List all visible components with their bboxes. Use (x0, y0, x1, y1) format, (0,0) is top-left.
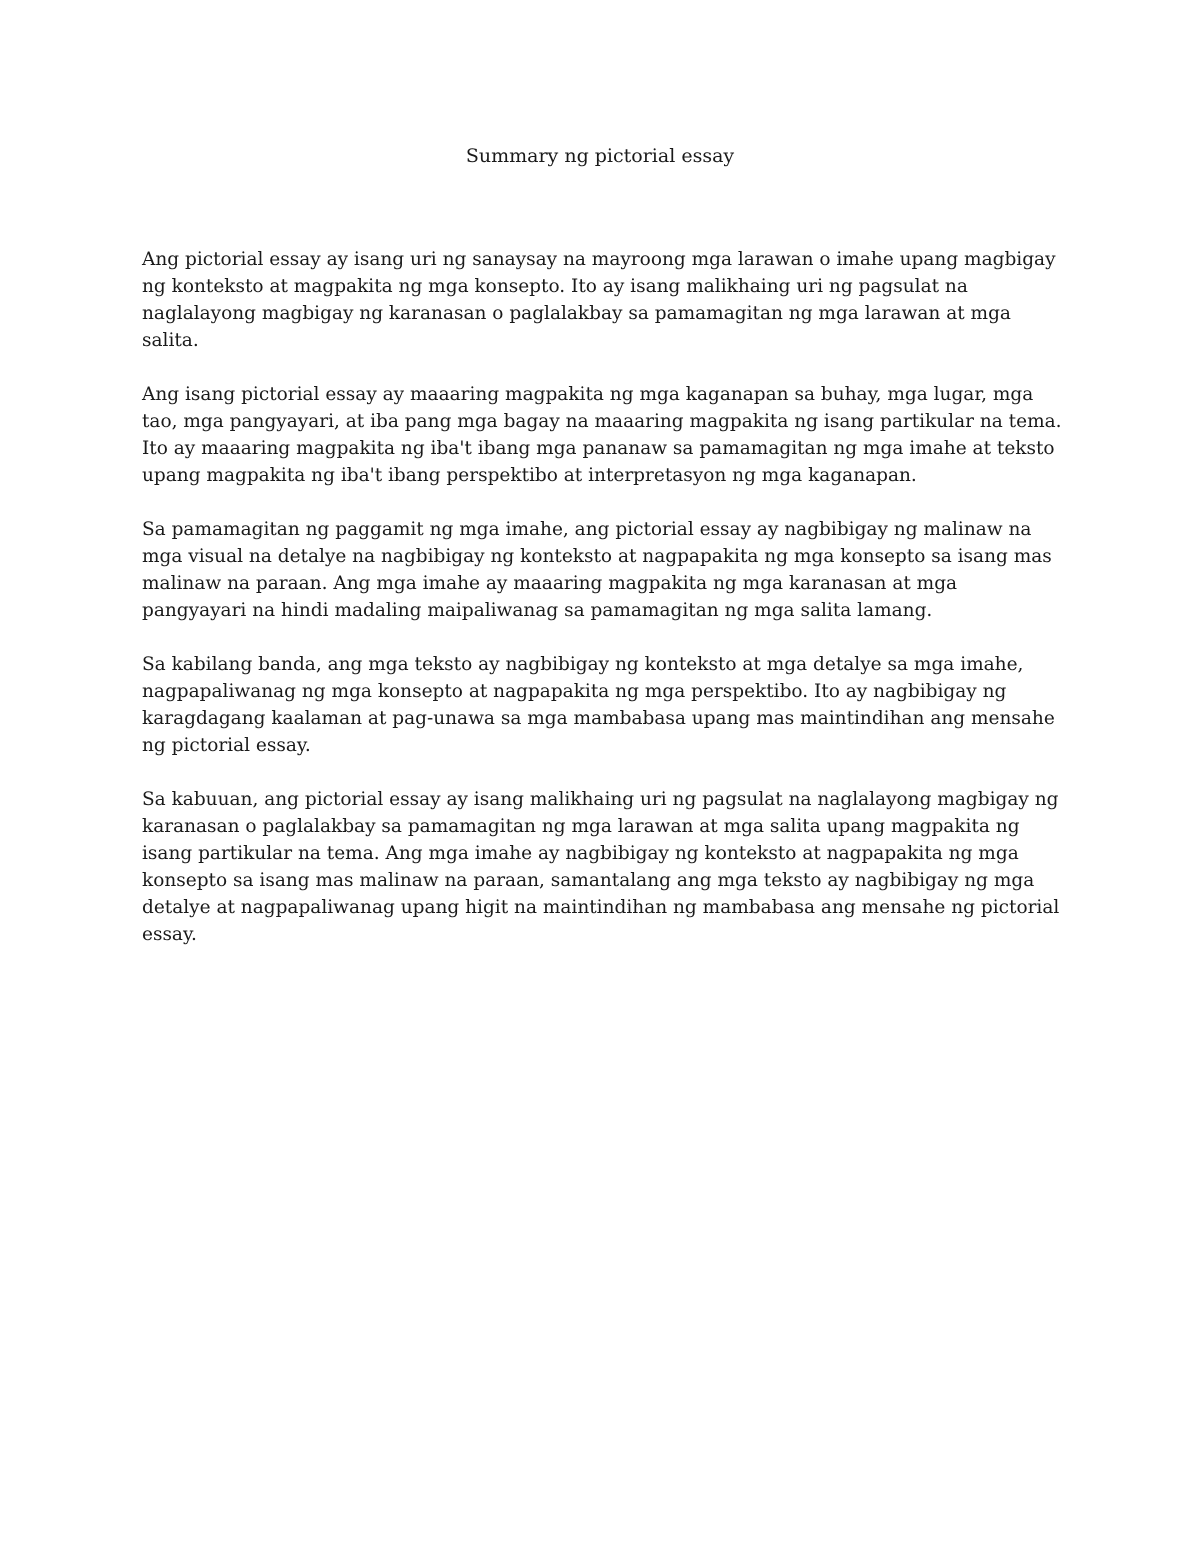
paragraph-line: ng pictorial essay. (142, 735, 311, 756)
document-title: Summary ng pictorial essay (465, 145, 735, 167)
paragraph-line: karanasan o paglalakbay sa pamamagitan ng mga larawan at mga salita upang magpakita ng (142, 816, 1020, 837)
paragraph-5 (142, 786, 1067, 948)
paragraph-4 (142, 651, 1067, 759)
paragraph-line: Sa kabuuan, ang pictorial essay ay isang malikhaing uri ng pagsulat na naglalayong magbigay ng (142, 789, 1059, 810)
paragraph-1 (142, 246, 1067, 354)
paragraph-line: Ang pictorial essay ay isang uri ng sanaysay na mayroong mga larawan o imahe upang magbigay (142, 249, 1056, 270)
paragraph-line: salita. (142, 330, 199, 351)
paragraph-line: mga visual na detalye na nagbibigay ng konteksto at nagpapakita ng mga konsepto sa isang mas (142, 546, 1052, 567)
paragraph-line: malinaw na paraan. Ang mga imahe ay maaaring magpakita ng mga karanasan at mga (142, 573, 958, 594)
paragraph-line: konsepto sa isang mas malinaw na paraan, samantalang ang mga teksto ay nagbibigay ng mga (142, 870, 1035, 891)
paragraph-line: Ang isang pictorial essay ay maaaring magpakita ng mga kaganapan sa buhay, mga lugar, mga (142, 384, 1034, 405)
paragraph-line: ng konteksto at magpakita ng mga konsepto. Ito ay isang malikhaing uri ng pagsulat na (142, 276, 968, 297)
paragraph-line: Sa kabilang banda, ang mga teksto ay nagbibigay ng konteksto at mga detalye sa mga imahe, (142, 654, 1024, 675)
paragraph-line: upang magpakita ng iba't ibang perspektibo at interpretasyon ng mga kaganapan. (142, 465, 917, 486)
paragraph-line: karagdagang kaalaman at pag-unawa sa mga mambabasa upang mas maintindihan ang mensahe (142, 708, 1055, 729)
paragraph-line: naglalayong magbigay ng karanasan o paglalakbay sa pamamagitan ng mga larawan at mga (142, 303, 1011, 324)
paragraph-line: pangyayari na hindi madaling maipaliwanag sa pamamagitan ng mga salita lamang. (142, 600, 933, 621)
paragraph-line: isang partikular na tema. Ang mga imahe ay nagbibigay ng konteksto at nagpapakita ng mga (142, 843, 1019, 864)
paragraph-line: Ito ay maaaring magpakita ng iba't ibang mga pananaw sa pamamagitan ng mga imahe at teksto (142, 438, 1055, 459)
paragraph-line: detalye at nagpapaliwanag upang higit na maintindihan ng mambabasa ang mensahe ng pictorial (142, 897, 1060, 918)
paragraph-line: nagpapaliwanag ng mga konsepto at nagpapakita ng mga perspektibo. Ito ay nagbibigay ng (142, 681, 1007, 702)
paragraph-line: tao, mga pangyayari, at iba pang mga bagay na maaaring magpakita ng isang partikular na tema. (142, 411, 1062, 432)
paragraph-line: essay. (142, 924, 197, 945)
paragraph-3 (142, 516, 1067, 624)
paragraph-line: Sa pamamagitan ng paggamit ng mga imahe, ang pictorial essay ay nagbibigay ng malinaw na (142, 519, 1032, 540)
paragraph-2 (142, 381, 1067, 489)
